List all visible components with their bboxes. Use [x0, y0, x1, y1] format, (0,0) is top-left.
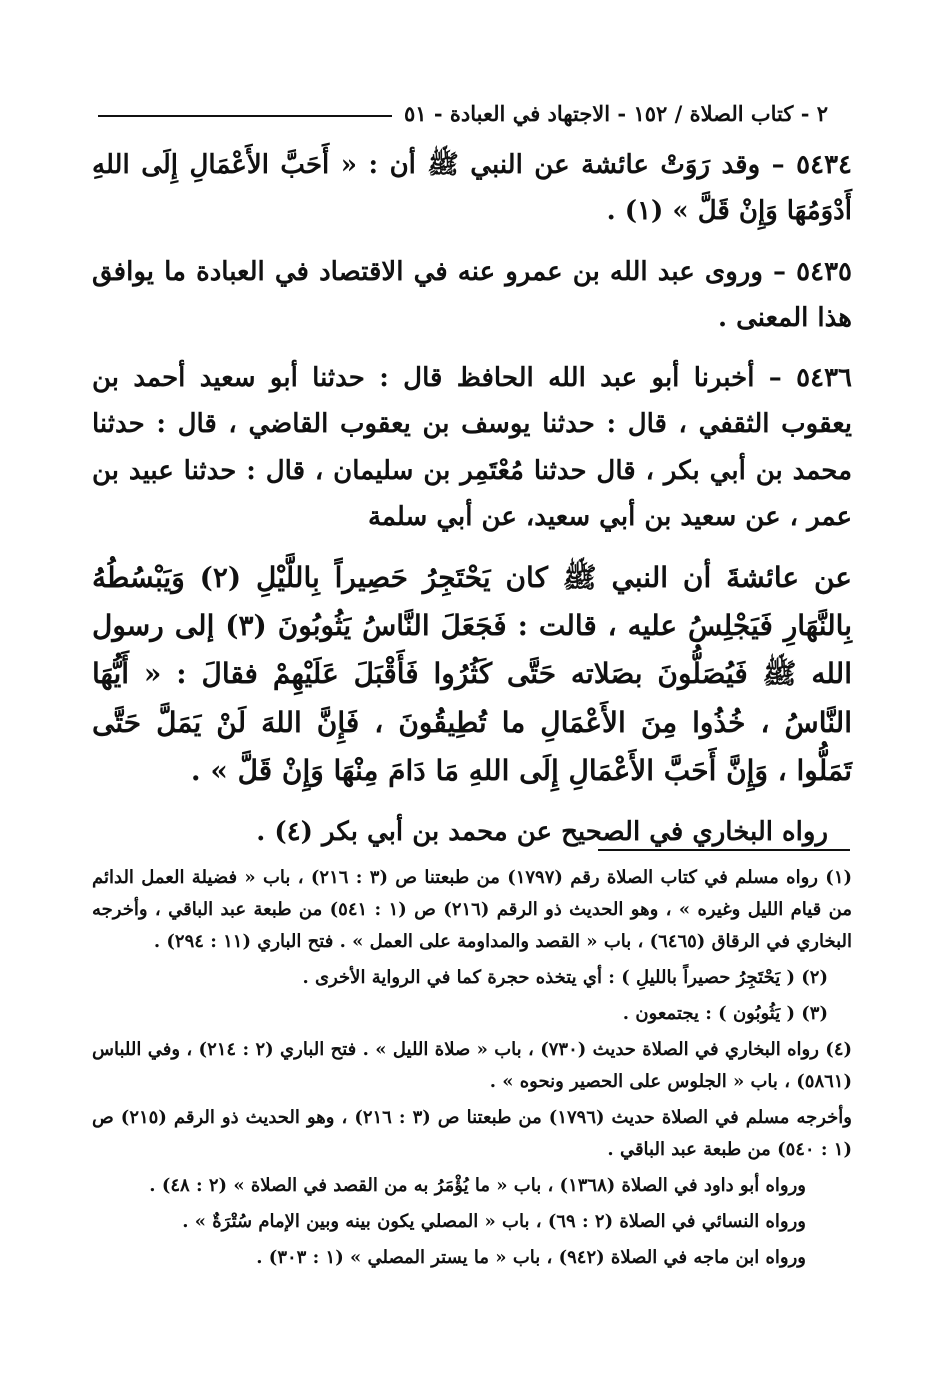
running-head-text: ٢ - كتاب الصلاة / ١٥٢ - الاجتهاد في العبادة - ٥١ — [404, 100, 828, 126]
header-rule — [98, 115, 392, 117]
footnote-4-ibn-majah: ورواه ابن ماجه في الصلاة (٩٤٢) ، باب « ما يستر المصلي » (١ : ٣٠٣) . — [256, 1247, 806, 1269]
footnote-2: (٢) ( يَحْتَجِرُ حصيراً بالليلِ ) : أي يتخذه حجرة كما في الرواية الأخرى . — [302, 967, 828, 989]
footnote-4-nasai: ورواه النسائي في الصلاة (٢ : ٦٩) ، باب « المصلي يكون بينه وبين الإمام سُتْرَةٌ » . — [182, 1211, 806, 1233]
footnote-4-muslim: وأخرجه مسلم في الصلاة حديث (١٧٩٦) من طبعتنا ص (٣ : ٢١٦) ، وهو الحديث ذو الرقم (٢١٥) ص (١ : ٥٤٠) من طبعة عبد الباقي . — [92, 1107, 852, 1161]
paragraph-5436-isnad: ٥٤٣٦ – أخبرنا أبو عبد الله الحافظ قال : حدثنا أبو سعيد أحمد بن يعقوب الثقفي ، قال : حدثنا يوسف بن يعقوب القاضي ، قال : حدثنا محمد بن أبي بكر ، قال حدثنا مُعْتَمِر بن سليمان ، قال : حدثنا عبيد بن عمر ، عن سعيد بن أبي سعيد، عن أبي سلمة — [92, 363, 852, 532]
footnote-separator — [598, 849, 850, 851]
running-header — [98, 96, 828, 130]
footnote-1: (١) رواه مسلم في كتاب الصلاة رقم (١٧٩٧) من طبعتنا ص (٣ : ٢١٦) ، باب « فضيلة العمل الدائم من قيام الليل وغيره » ، وهو الحديث ذو الرقم (٢١٦) ص (١ : ٥٤١) من طبعة عبد الباقي ، وأخرجه البخاري في الرقاق (٦٤٦٥) ، باب « القصد والمداومة على العمل » . فتح الباري (١١ : ٢٩٤) . — [92, 867, 853, 953]
footnote-4: (٤) رواه البخاري في الصلاة حديث (٧٣٠) ، باب « صلاة الليل » . فتح الباري (٢ : ٢١٤) ، وفي اللباس (٥٨٦١) ، باب « الجلوس على الحصير ونحوه » . — [92, 1039, 853, 1093]
footnote-3: (٣) ( يَثُوبُون ) : يجتمعون . — [622, 1003, 828, 1025]
footnote-4-abu-dawud: ورواه أبو داود في الصلاة (١٣٦٨) ، باب « ما يُؤْمَرُ به من القصد في الصلاة » (٢ : ٤٨) . — [149, 1175, 806, 1197]
paragraph-5434: ٥٤٣٤ – وقد رَوَتْ عائشة عن النبي ﷺ أن : « أَحَبَّ الأَعْمَالِ إِلَى اللهِ أَدْوَمُهَا وَإِنْ قَلَّ » (١) . — [92, 150, 852, 227]
main-text — [92, 142, 852, 869]
footnotes — [92, 862, 852, 1278]
paragraph-hadith-matn: عن عائشةَ أن النبي ﷺ كان يَحْتَجِرُ حَصِيراً بِاللَّيْلِ (٢) وَيَبْسُطُهُ بِالنَّهَارِ فَيَجْلِسُ عليه ، قالت : فَجَعَلَ النَّاسُ يَثُوبُونَ (٣) إلى رسول الله ﷺ فَيُصَلُّونَ بصَلاته حَتَّى كَثُرُوا فَأَقْبَلَ عَلَيْهِمْ فقالَ : « أَيُّهَا النَّاسُ ، خُذُوا مِنَ الأَعْمَالِ ما تُطِيقُونَ ، فَإِنَّ اللهَ لَنْ يَمَلَّ حَتَّى تَمَلُّوا ، وَإِنَّ أَحَبَّ الأَعْمَالِ إِلَى اللهِ مَا دَامَ مِنْهَا وَإِنْ قَلَّ » . — [92, 561, 853, 787]
paragraph-attribution: رواه البخاري في الصحيح عن محمد بن أبي بكر (٤) . — [256, 816, 828, 847]
paragraph-5435: ٥٤٣٥ – وروى عبد الله بن عمرو عنه في الاقتصاد في العبادة ما يوافق هذا المعنى . — [92, 256, 852, 333]
